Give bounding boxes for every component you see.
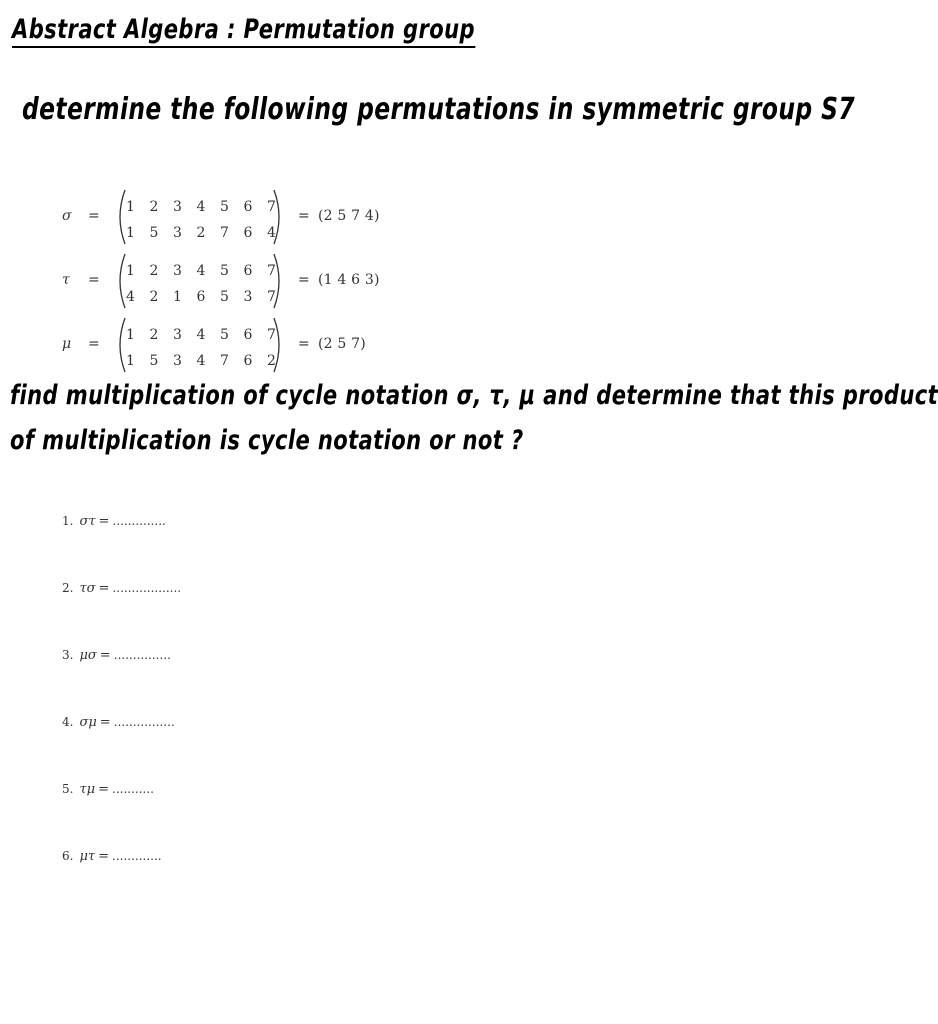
matrix-cell: 2 <box>149 263 159 279</box>
matrix-cell: 6 <box>243 327 253 343</box>
matrix-cell: 1 <box>126 263 135 279</box>
permutation-matrix <box>116 252 286 310</box>
matrix-cell: 4 <box>196 199 206 215</box>
question-product: μσ <box>79 648 97 663</box>
matrix-cell: 3 <box>173 263 182 279</box>
equals-sign: = <box>88 336 100 352</box>
answer-blank: ............... <box>113 648 171 662</box>
question-number: 4. <box>62 715 74 729</box>
matrix-top-row <box>126 322 291 348</box>
matrix-cell: 6 <box>196 289 206 305</box>
matrix-cell: 2 <box>196 225 206 241</box>
equals-sign: = <box>98 514 110 529</box>
answer-blank: .............. <box>112 514 166 528</box>
task-text-line-2: of multiplication is cycle notation or not ? <box>10 425 524 456</box>
question-item <box>62 782 154 797</box>
cycle-notation: (2 5 7) <box>318 336 366 352</box>
matrix-cell: 5 <box>220 289 229 305</box>
matrix-cell: 6 <box>243 263 253 279</box>
matrix-cell: 5 <box>220 327 229 343</box>
question-item <box>62 648 171 663</box>
matrix-cell: 4 <box>196 263 206 279</box>
matrix-top-row <box>126 194 291 220</box>
question-item <box>62 581 181 596</box>
matrix-cell: 7 <box>220 353 229 369</box>
matrix-cell: 7 <box>267 327 276 343</box>
matrix-cell: 4 <box>196 327 206 343</box>
matrix-cell: 3 <box>173 199 182 215</box>
matrix-cell: 5 <box>149 225 159 241</box>
matrix-cell: 2 <box>267 353 276 369</box>
cycle-notation: (2 5 7 4) <box>318 208 380 224</box>
question-number: 5. <box>62 782 74 796</box>
matrix-cell: 6 <box>243 353 253 369</box>
question-product: τμ <box>79 782 96 797</box>
matrix-cell: 4 <box>267 225 276 241</box>
matrix-cell: 5 <box>220 263 229 279</box>
equals-sign: = <box>98 581 110 596</box>
equals-sign: = <box>88 272 100 288</box>
question-product: μτ <box>79 849 96 864</box>
permutation-name: τ <box>62 272 70 288</box>
equals-sign: = <box>99 715 111 730</box>
matrix-cell: 6 <box>243 199 253 215</box>
matrix-cell: 2 <box>149 289 159 305</box>
matrix-cell: 7 <box>267 289 276 305</box>
permutation-mu <box>0 316 793 374</box>
matrix-cell: 5 <box>220 199 229 215</box>
answer-blank: ............. <box>112 849 162 863</box>
equals-sign: = <box>298 208 310 224</box>
matrix-cell: 3 <box>173 327 182 343</box>
matrix-cell: 3 <box>173 353 182 369</box>
question-product: στ <box>79 514 96 529</box>
question-product: τσ <box>79 581 96 596</box>
matrix-cell: 7 <box>220 225 229 241</box>
matrix-cell: 2 <box>149 199 159 215</box>
permutation-tau <box>0 252 793 310</box>
matrix-cell: 1 <box>126 353 135 369</box>
equals-sign: = <box>298 272 310 288</box>
matrix-cell: 4 <box>126 289 135 305</box>
equals-sign: = <box>98 782 109 797</box>
matrix-cell: 5 <box>149 353 159 369</box>
matrix-cell: 1 <box>173 289 182 305</box>
matrix-cell: 7 <box>267 199 276 215</box>
question-number: 6. <box>62 849 74 863</box>
matrix-bottom-row <box>126 220 291 246</box>
instruction-text: determine the following permutations in symmetric group S7 <box>22 92 856 127</box>
matrix-cell: 3 <box>173 225 182 241</box>
answer-blank: ................ <box>113 715 175 729</box>
matrix-cell: 1 <box>126 225 135 241</box>
matrix-cell: 6 <box>243 225 253 241</box>
question-product: σμ <box>79 715 97 730</box>
matrix-cell: 7 <box>267 263 276 279</box>
permutation-name: σ <box>62 208 72 224</box>
equals-sign: = <box>298 336 310 352</box>
equals-sign: = <box>98 849 109 864</box>
matrix-bottom-row <box>126 284 291 310</box>
question-item <box>62 849 162 864</box>
matrix-cell: 3 <box>243 289 253 305</box>
cycle-notation: (1 4 6 3) <box>318 272 380 288</box>
answer-blank: ........... <box>112 782 154 796</box>
permutation-name: μ <box>62 336 72 352</box>
answer-blank: .................. <box>112 581 182 595</box>
question-item <box>62 715 175 730</box>
permutation-matrix <box>116 188 286 246</box>
equals-sign: = <box>88 208 100 224</box>
matrix-cell: 1 <box>126 199 135 215</box>
matrix-bottom-row <box>126 348 291 374</box>
question-number: 3. <box>62 648 74 662</box>
question-number: 1. <box>62 514 74 528</box>
task-text-line-1: find multiplication of cycle notation σ, τ, μ and determine that this product <box>10 380 938 411</box>
permutation-sigma <box>0 188 793 246</box>
page-title: Abstract Algebra : Permutation group <box>12 14 475 48</box>
permutation-matrix <box>116 316 286 374</box>
question-item <box>62 514 166 529</box>
equals-sign: = <box>99 648 111 663</box>
matrix-top-row <box>126 258 291 284</box>
matrix-cell: 1 <box>126 327 135 343</box>
question-number: 2. <box>62 581 74 595</box>
matrix-cell: 4 <box>196 353 206 369</box>
matrix-cell: 2 <box>149 327 159 343</box>
